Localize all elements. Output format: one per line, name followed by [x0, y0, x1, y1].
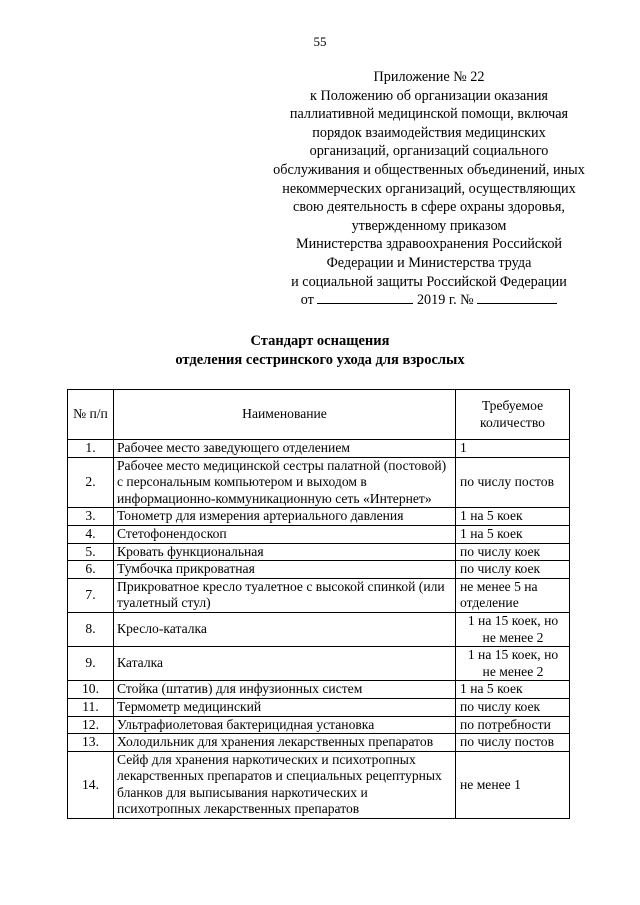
table-row [68, 751, 570, 818]
page-number: 55 [313, 34, 327, 49]
row-name: Рабочее место медицинской сестры палатной (постовой) с персональным компьютером и выходом в информационно-коммуникационную сеть «Интернет» [114, 457, 456, 508]
row-qty: по числу постов [456, 457, 570, 508]
table-row [68, 647, 570, 681]
appendix-line: Федерации и Министерства труда [326, 254, 532, 271]
header-name: Наименование [114, 390, 456, 440]
order-date-line [258, 291, 600, 310]
appendix-line: некоммерческих организаций, осуществляющих [282, 180, 576, 197]
header-num: № п/п [68, 390, 114, 440]
table-row [68, 578, 570, 612]
row-name: Термометр медицинский [114, 698, 456, 716]
header-qty: Требуемое количество [456, 390, 570, 440]
row-qty: по потребности [456, 716, 570, 734]
row-qty: по числу коек [456, 698, 570, 716]
appendix-line: свою деятельность в сфере охраны здоровья, [293, 199, 565, 216]
appendix-line: утвержденному приказом [351, 217, 507, 234]
row-name: Каталка [114, 647, 456, 681]
appendix-line: паллиативной медицинской помощи, включая [289, 106, 569, 123]
appendix-line: Приложение № 22 [373, 69, 485, 85]
table-row [68, 543, 570, 561]
row-num: 4. [68, 525, 114, 543]
row-qty: 1 на 5 коек [456, 525, 570, 543]
row-qty: 1 на 5 коек [456, 681, 570, 699]
row-name: Кресло-каталка [114, 612, 456, 646]
row-name: Тумбочка прикроватная [114, 561, 456, 579]
row-num: 1. [68, 440, 114, 458]
row-name: Сейф для хранения наркотических и психотропных лекарственных препаратов и специальных рецептурных бланков для выписывания наркотических и психотропных лекарственных препаратов [114, 751, 456, 818]
row-name: Кровать функциональная [114, 543, 456, 561]
row-name: Тонометр для измерения артериального давления [114, 508, 456, 526]
row-name: Прикроватное кресло туалетное с высокой спинкой (или туалетный стул) [114, 578, 456, 612]
year-text: 2019 г. № [416, 292, 474, 309]
appendix-line: организаций, организаций социального [309, 143, 549, 160]
date-prefix: от [300, 292, 314, 309]
row-num: 10. [68, 681, 114, 699]
table-row [68, 508, 570, 526]
row-name: Рабочее место заведующего отделением [114, 440, 456, 458]
row-num: 7. [68, 578, 114, 612]
row-name: Стетофонендоскоп [114, 525, 456, 543]
table-row [68, 734, 570, 752]
row-qty: 1 на 15 коек, но не менее 2 [456, 612, 570, 646]
row-name: Холодильник для хранения лекарственных препаратов [114, 734, 456, 752]
table-row [68, 525, 570, 543]
row-qty: 1 [456, 440, 570, 458]
table-row [68, 457, 570, 508]
equipment-table [67, 389, 570, 819]
row-num: 2. [68, 457, 114, 508]
appendix-line: к Положению об организации оказания [310, 87, 548, 104]
row-qty: по числу коек [456, 543, 570, 561]
table-row [68, 716, 570, 734]
table-row [68, 561, 570, 579]
table-row [68, 440, 570, 458]
handwritten-date [317, 303, 413, 304]
row-num: 14. [68, 751, 114, 818]
appendix-line: и социальной защиты Российской Федерации [291, 273, 567, 290]
title-line-1: Стандарт оснащения [250, 333, 390, 349]
table-row [68, 681, 570, 699]
row-num: 8. [68, 612, 114, 646]
row-num: 11. [68, 698, 114, 716]
handwritten-order-number [477, 303, 557, 304]
appendix-block [258, 68, 600, 310]
title-line-2: отделения сестринского ухода для взрослых [175, 352, 465, 368]
row-num: 13. [68, 734, 114, 752]
appendix-line: обслуживания и общественных объединений, иных [273, 161, 585, 178]
row-num: 5. [68, 543, 114, 561]
row-qty: по числу постов [456, 734, 570, 752]
row-qty: 1 на 5 коек [456, 508, 570, 526]
appendix-line: порядок взаимодействия медицинских [312, 124, 546, 141]
row-name: Стойка (штатив) для инфузионных систем [114, 681, 456, 699]
row-qty: по числу коек [456, 561, 570, 579]
row-num: 12. [68, 716, 114, 734]
table-row [68, 612, 570, 646]
table-header-row [68, 390, 570, 440]
table-row [68, 698, 570, 716]
row-name: Ультрафиолетовая бактерицидная установка [114, 716, 456, 734]
row-num: 6. [68, 561, 114, 579]
row-qty: 1 на 15 коек, но не менее 2 [456, 647, 570, 681]
appendix-line: Министерства здравоохранения Российской [295, 236, 563, 253]
row-qty: не менее 1 [456, 751, 570, 818]
document-title [0, 332, 640, 370]
row-qty: не менее 5 на отделение [456, 578, 570, 612]
row-num: 9. [68, 647, 114, 681]
row-num: 3. [68, 508, 114, 526]
